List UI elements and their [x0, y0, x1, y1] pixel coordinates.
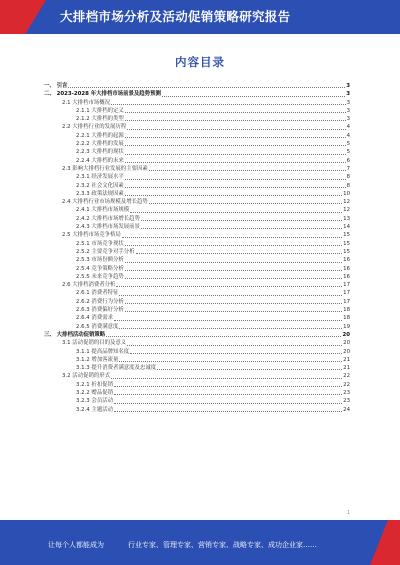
toc-entry-page: 3 [346, 99, 350, 106]
toc-entry[interactable] [44, 223, 350, 231]
toc-entry-title: 3.2.2 赠品促销 [76, 389, 113, 396]
toc-entry-title: 2.4 大排档行业市场规模及增长趋势 [62, 199, 148, 206]
toc-entry-page: 16 [343, 273, 350, 280]
toc-entry[interactable] [44, 389, 350, 397]
toc-entry-title: 三、 大排档活动促销策略 [44, 331, 106, 338]
toc-entry-title: 2.5 大排档市场竞争格局 [62, 232, 121, 239]
toc-leader-dots [125, 262, 342, 263]
toc-leader-dots [106, 336, 341, 337]
toc-entry[interactable] [44, 240, 350, 248]
toc-entry[interactable] [44, 165, 350, 173]
toc-entry-page: 17 [343, 282, 350, 289]
toc-entry[interactable] [44, 140, 350, 148]
toc-entry-page: 5 [346, 141, 350, 148]
toc-entry-page: 18 [343, 315, 350, 322]
toc-entry-title: 2.1 大排档市场概况 [62, 99, 111, 106]
toc-entry-title: 2.1.2 大排档的类型 [76, 116, 124, 123]
toc-leader-dots [119, 295, 342, 296]
toc-entry-page: 18 [343, 307, 350, 314]
toc-entry-page: 15 [343, 248, 350, 255]
toc-entry-page: 3 [346, 116, 350, 123]
toc-entry-title: 2.5.4 竞争策略分析 [76, 265, 124, 272]
toc-leader-dots [162, 96, 345, 97]
toc-entry-page: 23 [343, 398, 350, 405]
toc-entry[interactable] [44, 397, 350, 405]
page-number: 1 [347, 510, 351, 516]
toc-entry[interactable] [44, 289, 350, 297]
toc-entry[interactable] [44, 372, 350, 380]
toc-entry-title: 2.2.2 大排档的发展 [76, 141, 124, 148]
toc-leader-dots [119, 361, 342, 362]
toc-leader-dots [149, 203, 342, 204]
toc-entry[interactable] [44, 182, 350, 190]
toc-leader-dots [125, 278, 342, 279]
toc-entry-page: 12 [343, 207, 350, 214]
toc-entry[interactable] [44, 248, 350, 256]
toc-entry[interactable] [44, 314, 350, 322]
toc-leader-dots [149, 170, 346, 171]
toc-entry-title: 3.1.3 提升消费者满意度及忠诚度 [76, 365, 157, 372]
toc-entry-title: 2.2.3 大排档的现状 [76, 149, 124, 156]
toc-leader-dots [125, 179, 346, 180]
toc-entry-page: 15 [343, 232, 350, 239]
toc-entry[interactable] [44, 123, 350, 131]
toc-entry-title: 3.2.4 主题活动 [76, 406, 113, 413]
toc-entry-page: 6 [346, 157, 350, 164]
toc-leader-dots [141, 228, 342, 229]
toc-entry-title: 2.6.3 消费偏好分析 [76, 307, 124, 314]
toc-entry-page: 3 [346, 107, 350, 114]
toc-entry-title: 2.2.1 大排档的起源 [76, 132, 124, 139]
toc-entry-page: 16 [343, 265, 350, 272]
toc-entry-page: 23 [343, 389, 350, 396]
toc-leader-dots [130, 353, 342, 354]
toc-entry[interactable] [44, 281, 350, 289]
toc-entry-page: 15 [343, 240, 350, 247]
toc-leader-dots [136, 253, 343, 254]
toc-entry[interactable] [44, 256, 350, 264]
toc-entry[interactable] [44, 206, 350, 214]
toc-leader-dots [157, 369, 342, 370]
toc-entry-title: 2.4.3 大排档市场发展前景 [76, 224, 140, 231]
toc-entry-title: 2.6.1 消费者特征 [76, 290, 119, 297]
toc-leader-dots [114, 403, 342, 404]
toc-entry-title: 3.1.1 提高品牌知名度 [76, 348, 130, 355]
toc-entry-title: 3.1 活动促销的目的及意义 [62, 340, 127, 347]
toc-entry[interactable] [44, 356, 350, 364]
toc-entry-page: 14 [343, 224, 350, 231]
toc-entry-title: 2.6.5 消费满意度 [76, 323, 119, 330]
toc-entry-title: 2.2.4 大排档的未来 [76, 157, 124, 164]
toc-entry-title: 2.3.2 社会文化因素 [76, 182, 124, 189]
toc-entry-title: 二、 2023-2028 年大排档市场前景及趋势预测 [44, 91, 161, 98]
toc-entry[interactable] [44, 82, 350, 90]
toc-entry[interactable] [44, 406, 350, 414]
toc-entry-title: 3.2.3 会员活动 [76, 398, 113, 405]
toc-leader-dots [119, 328, 342, 329]
toc-entry[interactable] [44, 265, 350, 273]
toc-entry[interactable] [44, 323, 350, 331]
toc-leader-dots [127, 345, 342, 346]
toc-leader-dots [130, 212, 342, 213]
toc-entry-page: 21 [343, 365, 350, 372]
toc-entry-title: 3.2 活动促销的形式 [62, 373, 111, 380]
toc-entry[interactable] [44, 381, 350, 389]
toc-leader-dots [125, 112, 346, 113]
toc-entry-title: 2.6 大排档消费者分析 [62, 282, 116, 289]
toc-leader-dots [125, 120, 346, 121]
toc-entry-title: 2.5.2 主要竞争对手分析 [76, 248, 135, 255]
toc-leader-dots [125, 187, 346, 188]
toc-entry[interactable] [44, 99, 350, 107]
toc-leader-dots [125, 154, 346, 155]
toc-leader-dots [122, 237, 342, 238]
toc-entry[interactable] [44, 331, 350, 339]
toc-entry-page: 3 [346, 91, 350, 98]
toc-leader-dots [114, 411, 342, 412]
toc-entry-title: 2.5.3 市场份额分析 [76, 257, 124, 264]
toc-entry[interactable] [44, 273, 350, 281]
toc-entry-page: 8 [346, 174, 350, 181]
toc-entry-title: 2.5.1 市场竞争现状 [76, 240, 124, 247]
toc-entry-title: 3.2.1 折扣促销 [76, 381, 113, 388]
toc-leader-dots [125, 137, 346, 138]
toc-leader-dots [125, 303, 342, 304]
toc-entry-title: 2.5.5 未来竞争趋势 [76, 273, 124, 280]
footer-tagline: 行业专家、管理专家、营销专家、战略专家、成功企业家…… [128, 541, 317, 549]
toc-entry-page: 19 [343, 323, 350, 330]
toc-entry-page: 22 [343, 381, 350, 388]
toc-entry[interactable] [44, 190, 350, 198]
table-of-contents [44, 82, 350, 414]
toc-entry[interactable] [44, 339, 350, 347]
toc-entry[interactable] [44, 298, 350, 306]
toc-entry[interactable] [44, 173, 350, 181]
toc-leader-dots [141, 220, 342, 221]
toc-heading: 内容目录 [175, 55, 225, 69]
toc-entry-title: 2.6.2 消费行为分析 [76, 298, 124, 305]
toc-entry[interactable] [44, 348, 350, 356]
toc-entry[interactable] [44, 132, 350, 140]
toc-entry-title: 2.3.3 政策法规因素 [76, 190, 124, 197]
toc-entry-page: 13 [343, 215, 350, 222]
toc-leader-dots [125, 145, 346, 146]
toc-leader-dots [116, 286, 342, 287]
toc-entry[interactable] [44, 364, 350, 372]
toc-leader-dots [125, 245, 342, 246]
toc-entry-page: 17 [343, 290, 350, 297]
toc-entry-title: 2.4.1 大排档市场规模 [76, 207, 130, 214]
toc-entry-page: 3 [346, 83, 350, 89]
toc-entry-page: 4 [346, 132, 350, 139]
toc-entry-page: 22 [343, 373, 350, 380]
toc-entry-page: 21 [343, 356, 350, 363]
toc-leader-dots [127, 129, 345, 130]
toc-entry[interactable] [44, 231, 350, 239]
toc-entry-title: 2.3 影响大排档行业发展的主要因素 [62, 165, 148, 172]
footer-slogan: 让每个人都能成为 [48, 541, 104, 549]
toc-entry-page: 17 [343, 298, 350, 305]
toc-entry-title: 2.2 大排档行业的发展历程 [62, 124, 127, 131]
toc-leader-dots [114, 320, 342, 321]
toc-entry-page: 12 [343, 199, 350, 206]
toc-leader-dots [125, 311, 342, 312]
toc-leader-dots [111, 104, 346, 105]
toc-entry-page: 20 [343, 340, 350, 347]
toc-leader-dots [111, 378, 342, 379]
toc-entry-title: 2.1.1 大排档的定义 [76, 107, 124, 114]
toc-entry[interactable] [44, 115, 350, 123]
toc-entry-title: 2.6.4 消费需求 [76, 315, 113, 322]
toc-leader-dots [125, 162, 346, 163]
toc-entry[interactable] [44, 306, 350, 314]
toc-entry[interactable] [44, 90, 350, 98]
toc-entry-title: 2.3.1 经济发展水平 [76, 174, 124, 181]
report-title: 大排档市场分析及活动促销策略研究报告 [60, 9, 291, 24]
toc-entry[interactable] [44, 215, 350, 223]
toc-entry-page: 20 [342, 331, 350, 338]
toc-entry[interactable] [44, 148, 350, 156]
toc-entry-page: 20 [343, 348, 350, 355]
toc-entry-page: 10 [343, 190, 350, 197]
toc-entry-title: 2.4.2 大排档市场增长趋势 [76, 215, 140, 222]
toc-entry[interactable] [44, 198, 350, 206]
toc-leader-dots [125, 195, 342, 196]
toc-entry-page: 4 [346, 124, 350, 131]
toc-leader-dots [114, 386, 342, 387]
toc-entry-page: 5 [346, 149, 350, 156]
toc-entry[interactable] [44, 157, 350, 165]
toc-entry-page: 16 [343, 257, 350, 264]
toc-entry-page: 7 [346, 165, 350, 172]
toc-entry-page: 8 [346, 182, 350, 189]
toc-entry-title: 3.1.2 增加客流量 [76, 356, 119, 363]
toc-entry-page: 24 [343, 406, 350, 413]
toc-leader-dots [114, 394, 342, 395]
toc-entry-title: 一、 引言 [44, 83, 68, 89]
toc-leader-dots [68, 87, 345, 88]
toc-leader-dots [125, 270, 342, 271]
toc-entry[interactable] [44, 107, 350, 115]
